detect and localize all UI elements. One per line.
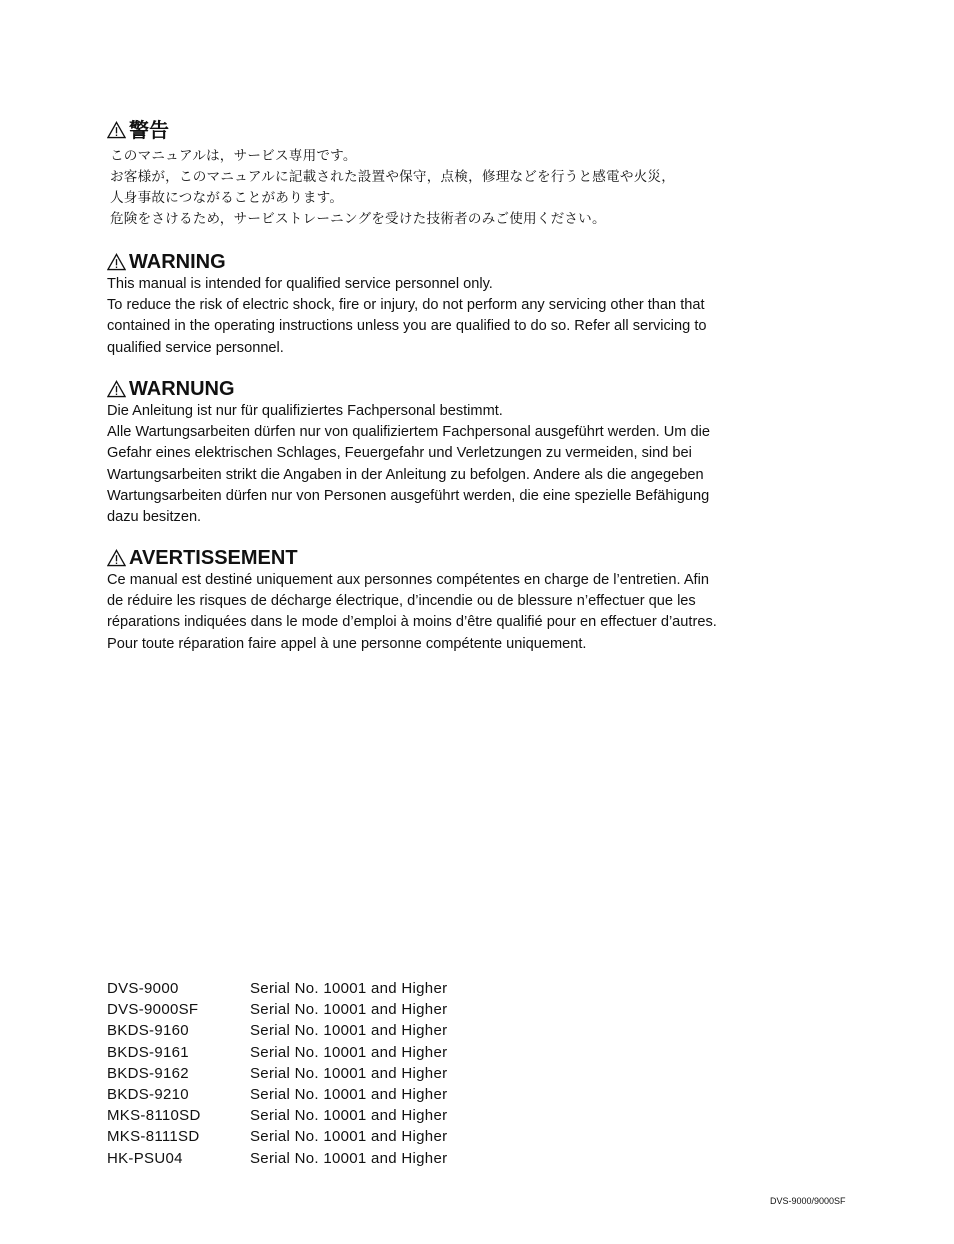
warning-line: お客様が，このマニュアルに記載された設置や保守，点検，修理などを行うと感電や火災， (110, 169, 675, 185)
model-name: BKDS-9210 (107, 1086, 189, 1104)
warning-line: 人身事故につながることがあります。 (110, 190, 344, 206)
warning-line: Alle Wartungsarbeiten dürfen nur von qualifiziertem Fachpersonal ausgeführt werden. Um die (107, 424, 710, 441)
table-row (107, 1042, 447, 1063)
warning-triangle-icon (107, 380, 126, 398)
serial-range: Serial No. 10001 and Higher (250, 1107, 448, 1125)
warning-line: contained in the operating instructions unless you are qualified to do so. Refer all servicing to (107, 318, 707, 335)
warning-title-japanese: 警告 (129, 118, 169, 142)
warning-line: qualified service personnel. (107, 339, 284, 356)
warning-title-french: AVERTISSEMENT (129, 547, 298, 569)
warning-title-german: WARNUNG (129, 378, 235, 400)
serial-range: Serial No. 10001 and Higher (250, 1086, 448, 1104)
warning-section-french (107, 546, 807, 655)
serial-range: Serial No. 10001 and Higher (250, 1064, 448, 1082)
table-row (107, 1063, 447, 1084)
warning-line: 危険をさけるため，サービストレーニングを受けた技術者のみご使用ください。 (110, 211, 606, 227)
serial-range: Serial No. 10001 and Higher (250, 1022, 448, 1040)
serial-range: Serial No. 10001 and Higher (250, 980, 448, 997)
table-row (107, 999, 447, 1020)
warning-section-german (107, 377, 787, 528)
model-name: HK-PSU04 (107, 1149, 183, 1167)
page-footer-model: DVS-9000/9000SF (770, 1196, 846, 1206)
model-name: BKDS-9162 (107, 1064, 189, 1082)
warning-heading-english (107, 250, 787, 274)
warning-line: Die Anleitung ist nur für qualifiziertes Fachpersonal bestimmt. (107, 403, 503, 419)
model-name: DVS-9000SF (107, 1001, 199, 1019)
warning-line: This manual is intended for qualified service personnel only. (107, 276, 493, 292)
warning-triangle-icon (107, 121, 126, 139)
serial-number-table (107, 978, 447, 1169)
warning-line: このマニュアルは，サービス専用です。 (110, 148, 357, 164)
warning-section-japanese (107, 118, 787, 230)
table-row (107, 978, 447, 999)
warning-line: réparations indiquées dans le mode d’emploi à moins d’être qualifié pour en effectuer d’autres. (107, 614, 717, 631)
warning-triangle-icon (107, 549, 126, 567)
warning-triangle-icon (107, 253, 126, 271)
serial-range: Serial No. 10001 and Higher (250, 1128, 448, 1146)
table-row (107, 1020, 447, 1041)
serial-range: Serial No. 10001 and Higher (250, 1001, 448, 1019)
table-row (107, 1105, 447, 1126)
table-row (107, 1126, 447, 1147)
warning-line: Pour toute réparation faire appel à une personne compétente uniquement. (107, 635, 587, 652)
model-name: BKDS-9161 (107, 1043, 189, 1061)
warning-line: Wartungsarbeiten dürfen nur von Personen ausgeführt werden, die eine spezielle Befähigung (107, 487, 710, 504)
warning-line: dazu besitzen. (107, 509, 202, 526)
warning-title-english: WARNING (129, 251, 226, 273)
warning-section-english (107, 250, 787, 359)
warning-heading-japanese (107, 118, 787, 142)
warning-heading-german (107, 377, 787, 401)
warning-line: Ce manual est destiné uniquement aux personnes compétentes en charge de l’entretien. Afin (107, 572, 709, 588)
model-name: MKS-8111SD (107, 1128, 200, 1146)
warning-line: Gefahr eines elektrischen Schlages, Feuergefahr und Verletzungen zu vermeiden, sind bei (107, 445, 692, 462)
model-name: BKDS-9160 (107, 1022, 189, 1040)
serial-range: Serial No. 10001 and Higher (250, 1149, 448, 1167)
warning-line: de réduire les risques de décharge électrique, d’incendie ou de blessure n’effectuer que les (107, 593, 696, 610)
warning-line: Wartungsarbeiten strikt die Angaben in der Anleitung zu befolgen. Andere als die angegeben (107, 466, 704, 483)
table-row (107, 1148, 447, 1169)
warning-line: To reduce the risk of electric shock, fire or injury, do not perform any servicing other than that (107, 297, 705, 314)
model-name: DVS-9000 (107, 980, 179, 997)
model-name: MKS-8110SD (107, 1107, 201, 1125)
serial-range: Serial No. 10001 and Higher (250, 1043, 448, 1061)
warning-heading-french (107, 546, 807, 570)
table-row (107, 1084, 447, 1105)
